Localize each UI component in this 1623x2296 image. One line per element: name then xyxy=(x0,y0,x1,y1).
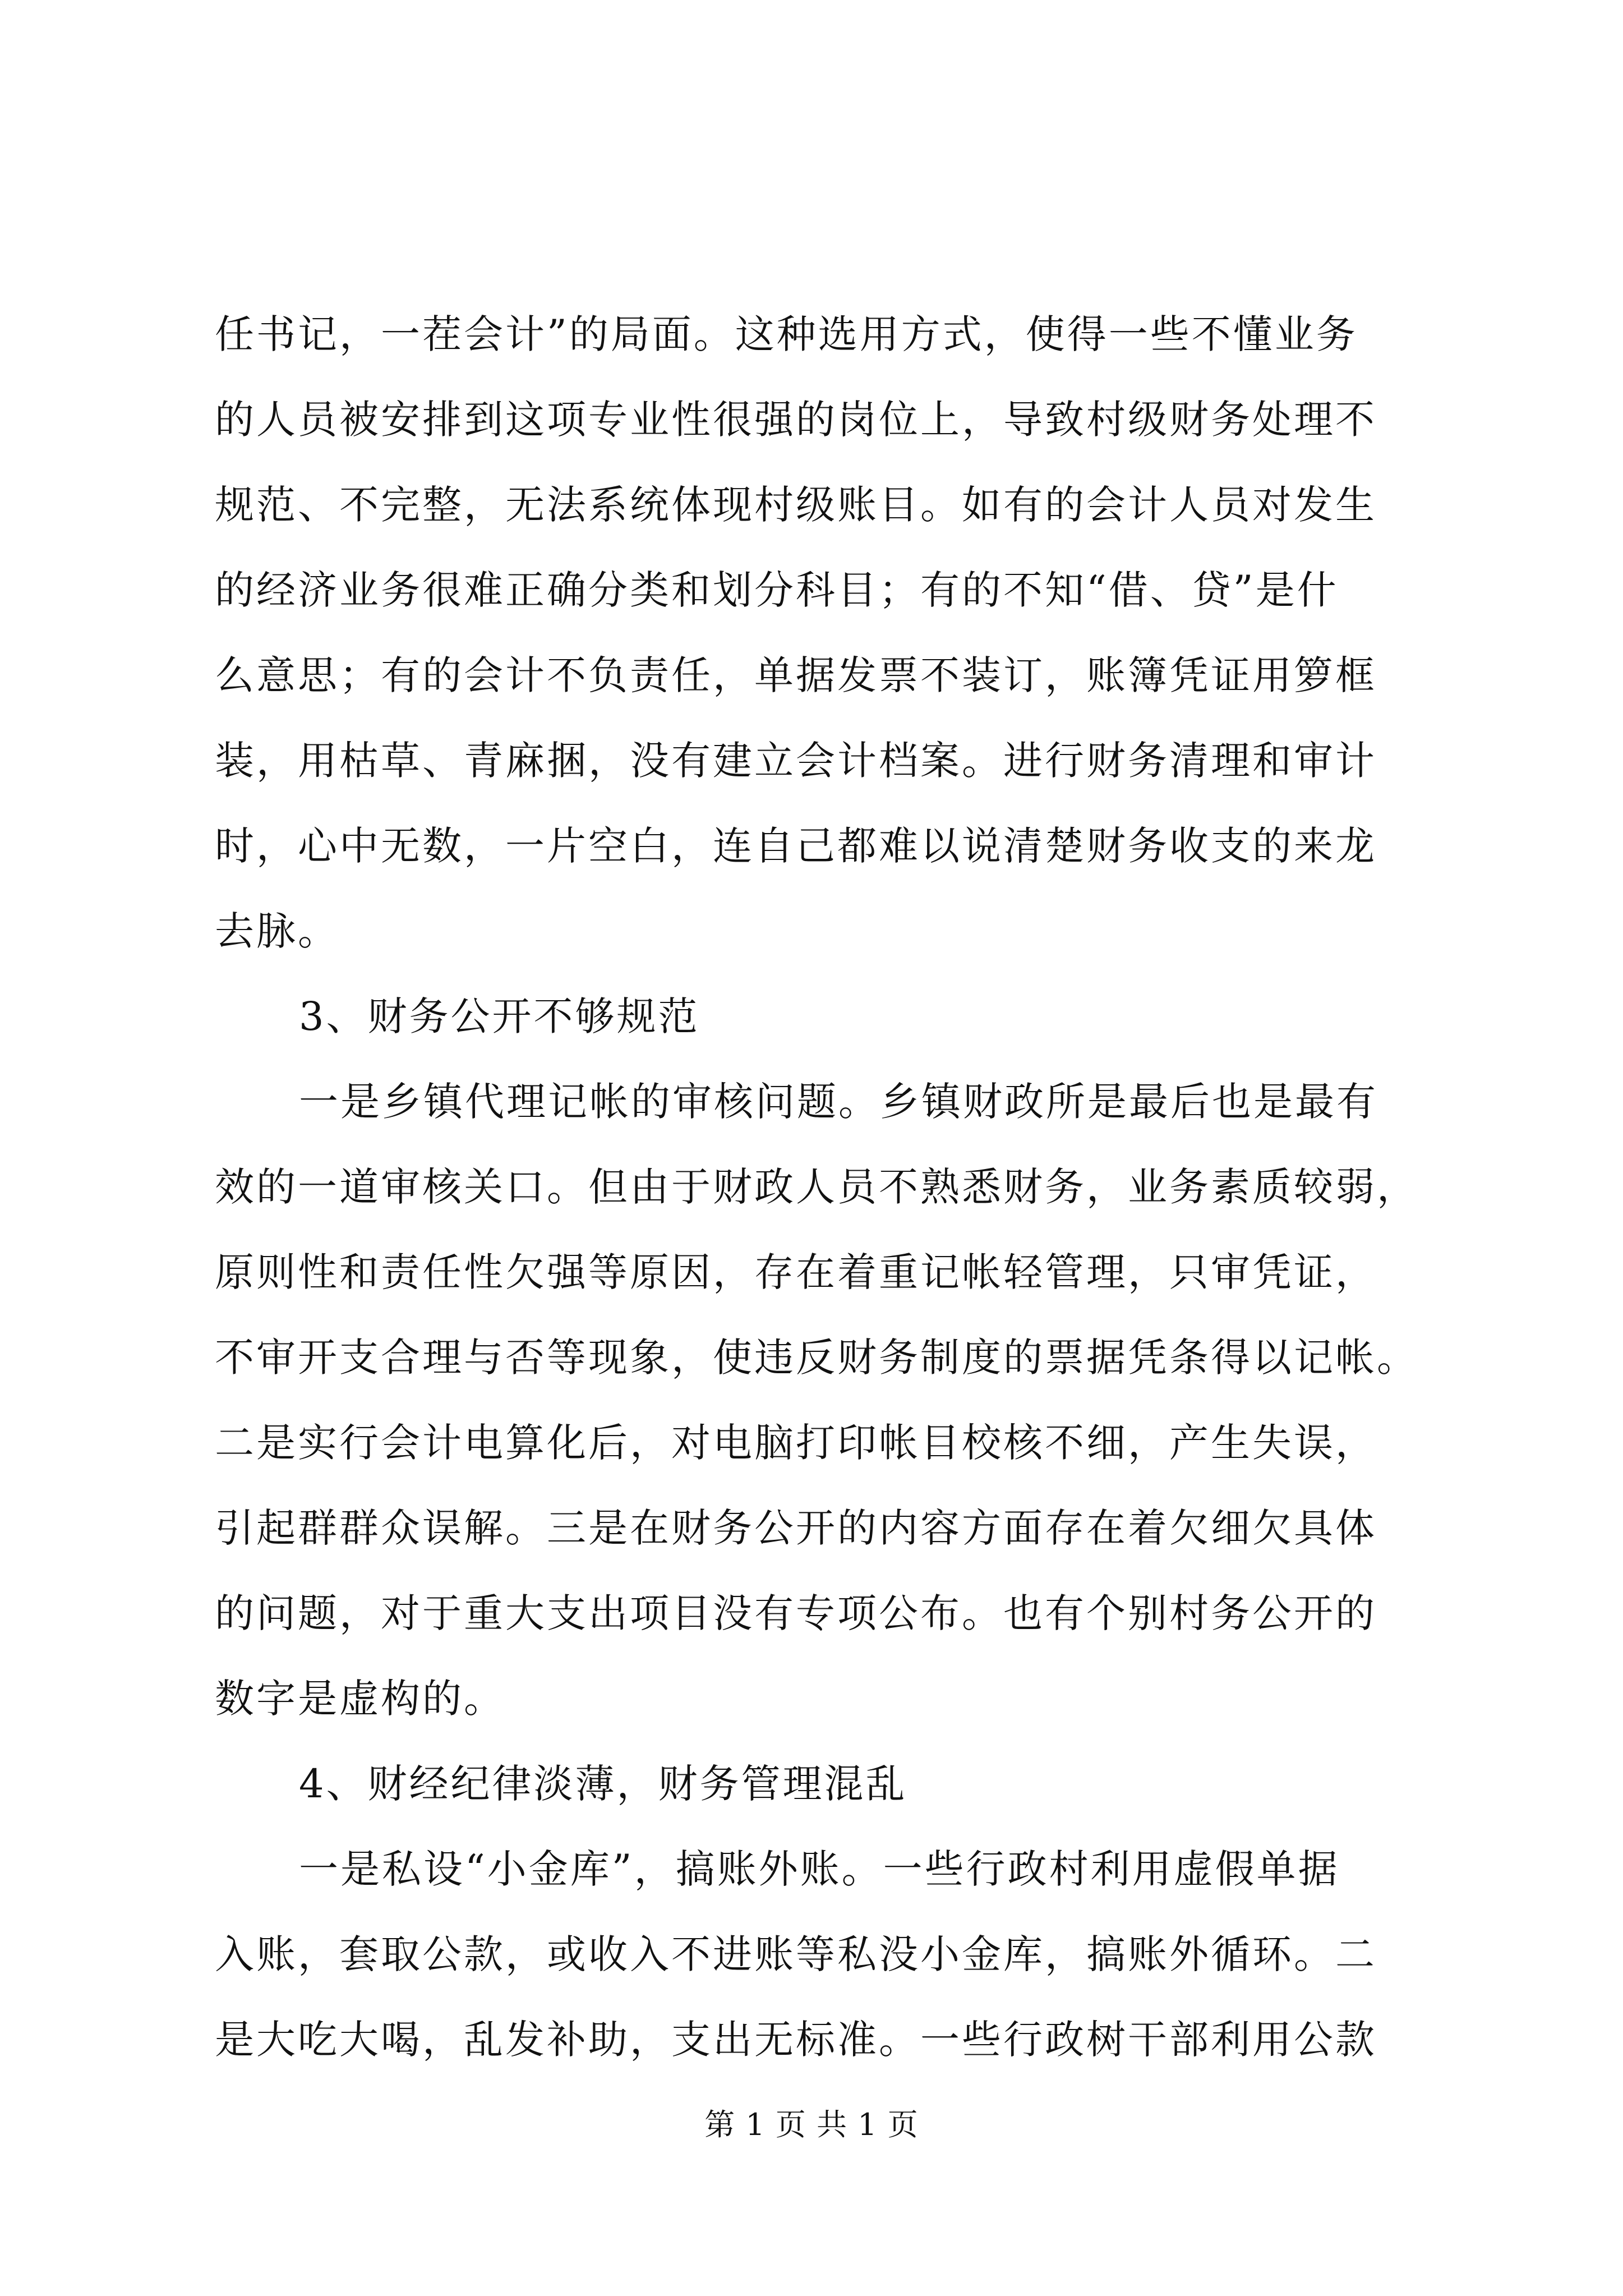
text-line: 去脉。 xyxy=(215,908,339,954)
section-heading: 3、财务公开不够规范 xyxy=(299,993,700,1039)
text-line: 是大吃大喝，乱发补助，支出无标准。一些行政树干部利用公款 xyxy=(215,2017,1377,2063)
section-heading: 4、财经纪律淡薄，财务管理混乱 xyxy=(299,1761,907,1807)
document-body xyxy=(215,292,1421,2082)
text-line: 规范、不完整，无法系统体现村级账目。如有的会计人员对发生 xyxy=(215,482,1377,528)
text-line: 入账，套取公款，或收入不进账等私没小金库，搞账外循环。二 xyxy=(215,1931,1377,1977)
text-line: 的人员被安排到这项专业性很强的岗位上，导致村级财务处理不 xyxy=(215,397,1377,443)
text-line: 不审开支合理与否等现象，使违反财务制度的票据凭条得以记帐。 xyxy=(215,1335,1418,1381)
text-line: 的经济业务很难正确分类和划分科目；有的不知“借、贷”是什 xyxy=(215,567,1339,613)
text-line: 任书记，一茬会计”的局面。这种选用方式，使得一些不懂业务 xyxy=(215,311,1358,357)
text-line: 么意思；有的会计不负责任，单据发票不装订，账簿凭证用箩框 xyxy=(215,652,1377,698)
text-line: 时，心中无数，一片空白，连自己都难以说清楚财务收支的来龙 xyxy=(215,823,1377,869)
text-line: 原则性和责任性欠强等原因，存在着重记帐轻管理，只审凭证， xyxy=(215,1249,1377,1295)
text-line: 引起群群众误解。三是在财务公开的内容方面存在着欠细欠具体 xyxy=(215,1505,1377,1551)
text-line: 效的一道审核关口。但由于财政人员不熟悉财务，业务素质较弱， xyxy=(215,1164,1418,1210)
text-line: 的问题，对于重大支出项目没有专项公布。也有个别村务公开的 xyxy=(215,1590,1377,1636)
page-footer: 第 1 页 共 1 页 xyxy=(704,2107,919,2142)
text-line: 数字是虚构的。 xyxy=(215,1676,505,1722)
text-line: 二是实行会计电算化后，对电脑打印帐目校核不细，产生失误， xyxy=(215,1420,1377,1466)
text-line: 装，用枯草、青麻捆，没有建立会计档案。进行财务清理和审计 xyxy=(215,738,1377,784)
text-line: 一是乡镇代理记帐的审核问题。乡镇财政所是最后也是最有 xyxy=(299,1079,1378,1125)
text-line: 一是私设“小金库”，搞账外账。一些行政村利用虚假单据 xyxy=(299,1846,1340,1892)
